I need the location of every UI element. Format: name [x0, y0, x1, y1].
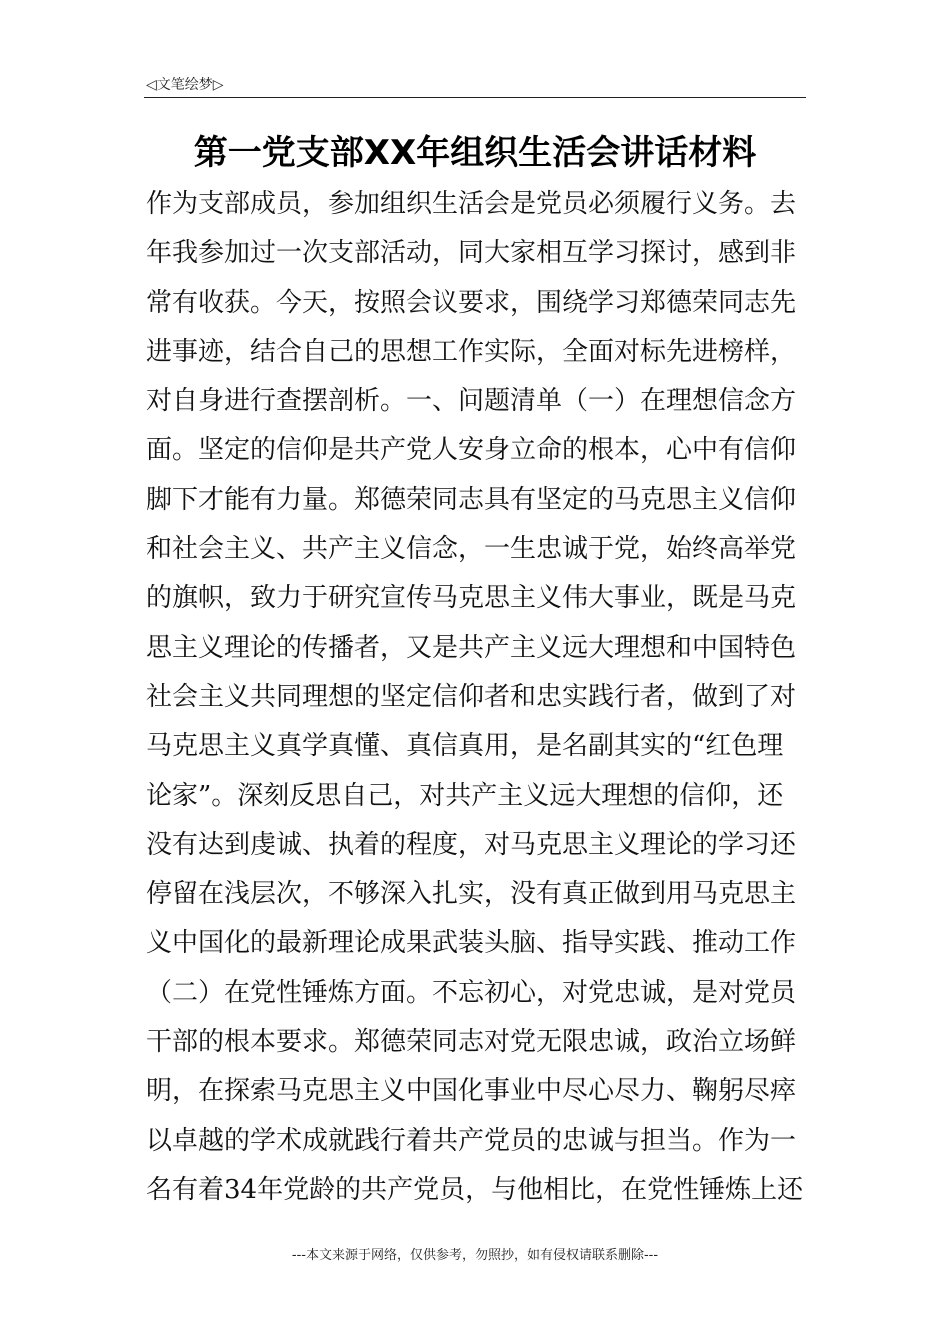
body-line: （二）在党性锤炼方面。不忘初心，对党忠诚，是对党员 [146, 977, 797, 1008]
body-line: 社会主义共同理想的坚定信仰者和忠实践行者，做到了对 [146, 681, 797, 712]
body-line: 没有达到虔诚、执着的程度，对马克思主义理论的学习还 [146, 829, 797, 860]
body-line: 名有着34年党龄的共产党员，与他相比，在党性锤炼上还 [146, 1174, 804, 1205]
body-line: 干部的根本要求。郑德荣同志对党无限忠诚，政治立场鲜 [146, 1027, 797, 1058]
body-line: 的旗帜，致力于研究宣传马克思主义伟大事业，既是马克 [146, 583, 797, 614]
body-line: 常有收获。今天，按照会议要求，围绕学习郑德荣同志先 [146, 287, 797, 318]
body-line: 作为支部成员，参加组织生活会是党员必须履行义务。去 [146, 189, 797, 219]
body-line: 论家”。深刻反思自己，对共产主义远大理想的信仰，还 [146, 780, 784, 811]
header-divider [144, 97, 806, 98]
body-line: 和社会主义、共产主义信念，一生忠诚于党，始终高举党 [146, 534, 797, 565]
body-line: 马克思主义真学真懂、真信真用，是名副其实的“红色理 [146, 731, 784, 762]
body-line: 以卓越的学术成就践行着共产党员的忠诚与担当。作为一 [146, 1125, 797, 1156]
body-line: 停留在浅层次，不够深入扎实，没有真正做到用马克思主 [146, 879, 797, 910]
body-line: 对自身进行查摆剖析。一、问题清单（一）在理想信念方 [146, 386, 797, 417]
header-label: ◁文笔绘梦▷ [146, 77, 224, 93]
footer-disclaimer: ---本文来源于网络，仅供参考，勿照抄，如有侵权请联系删除--- [291, 1248, 659, 1263]
body-line: 进事迹，结合自己的思想工作实际，全面对标先进榜样， [146, 336, 797, 367]
body-line: 明，在探索马克思主义中国化事业中尽心尽力、鞠躬尽瘁 [146, 1076, 797, 1107]
document-title: 第一党支部XX年组织生活会讲话材料 [193, 133, 757, 173]
body-line: 义中国化的最新理论成果武装头脑、指导实践、推动工作 [146, 928, 797, 959]
body-line: 思主义理论的传播者，又是共产主义远大理想和中国特色 [146, 632, 797, 663]
body-line: 面。坚定的信仰是共产党人安身立命的根本，心中有信仰 [146, 435, 797, 466]
body-line: 年我参加过一次支部活动，同大家相互学习探讨，感到非 [146, 238, 797, 269]
document-body [146, 180, 808, 1215]
body-line: 脚下才能有力量。郑德荣同志具有坚定的马克思主义信仰 [146, 484, 797, 515]
